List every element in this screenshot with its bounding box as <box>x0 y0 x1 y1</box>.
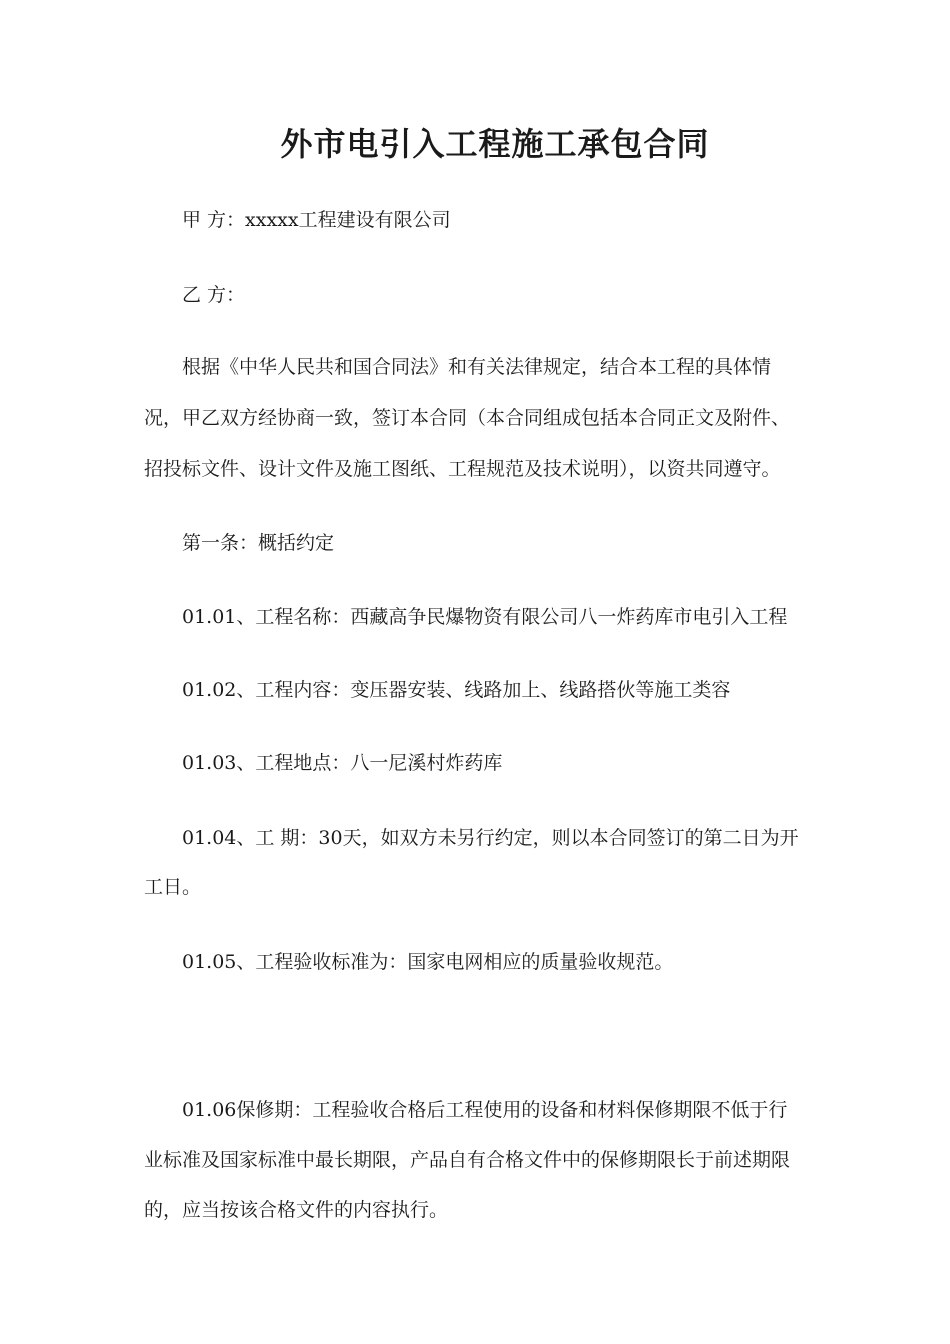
preamble-line-1: 根据《中华人民共和国合同法》和有关法律规定，结合本工程的具体情 <box>182 356 772 378</box>
clause-01-05: 01.05、工程验收标准为：国家电网相应的质量验收规范。 <box>182 951 674 973</box>
document-title: 外市电引入工程施工承包合同 <box>280 125 710 163</box>
preamble-line-2: 况，甲乙双方经协商一致，签订本合同（本合同组成包括本合同正文及附件、 <box>144 407 791 429</box>
preamble-line-3: 招投标文件、设计文件及施工图纸、工程规范及技术说明），以资共同遵守。 <box>144 458 781 480</box>
clause-01-06-line-3: 的，应当按该合格文件的内容执行。 <box>144 1199 449 1221</box>
party-b: 乙 方： <box>182 284 246 306</box>
article-1-heading: 第一条：概括约定 <box>182 532 335 554</box>
clause-01-06-line-2: 业标准及国家标准中最长期限，产品自有合格文件中的保修期限长于前述期限 <box>144 1149 791 1171</box>
clause-01-04-line-2: 工日。 <box>144 876 202 898</box>
party-a: 甲 方：xxxxx工程建设有限公司 <box>182 209 451 231</box>
clause-01-04-line-1: 01.04、工 期：30天，如双方未另行约定，则以本合同签订的第二日为开 <box>182 827 799 849</box>
clause-01-03: 01.03、工程地点：八一尼溪村炸药库 <box>182 752 503 774</box>
clause-01-01: 01.01、工程名称：西藏高争民爆物资有限公司八一炸药库市电引入工程 <box>182 606 788 628</box>
clause-01-02: 01.02、工程内容：变压器安装、线路加上、线路搭伙等施工类容 <box>182 679 731 701</box>
clause-01-06-line-1: 01.06保修期：工程验收合格后工程使用的设备和材料保修期限不低于行 <box>182 1099 788 1121</box>
